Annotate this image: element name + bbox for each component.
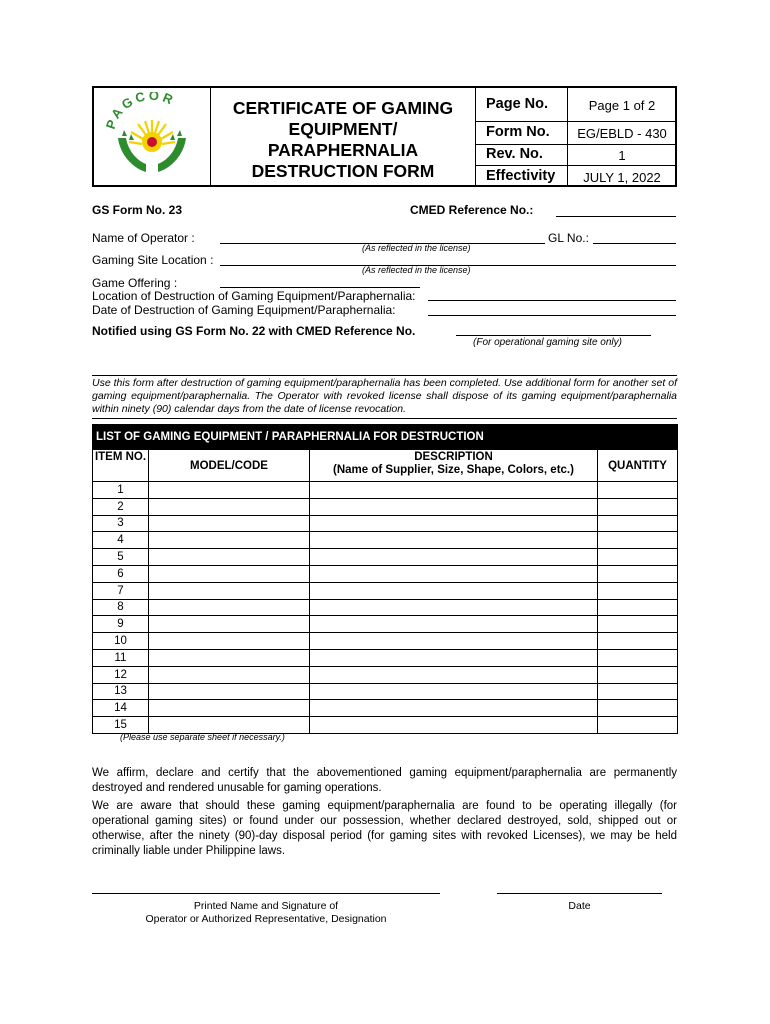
signature-line[interactable]: [92, 893, 440, 894]
page-no-label: Page No.: [486, 96, 549, 112]
table-note: (Please use separate sheet if necessary.): [120, 732, 285, 742]
effectivity-value: JULY 1, 2022: [583, 170, 661, 185]
item-number: 10: [93, 633, 149, 650]
model-code-cell[interactable]: [149, 616, 310, 633]
table-row: [93, 515, 678, 532]
model-code-cell[interactable]: [149, 717, 310, 734]
model-code-cell[interactable]: [149, 700, 310, 717]
item-number: 5: [93, 549, 149, 566]
item-number: 8: [93, 599, 149, 616]
quantity-cell[interactable]: [598, 498, 678, 515]
quantity-cell[interactable]: [598, 649, 678, 666]
model-code-cell[interactable]: [149, 482, 310, 499]
model-code-cell[interactable]: [149, 582, 310, 599]
description-cell[interactable]: [310, 616, 598, 633]
certification-paragraph-2: We are aware that should these gaming equipment/paraphernalia are found to be operating illegally (for operational gaming sites) or found under our possession, whether declared destroyed, sold, shipped out or otherwise, after the ninety (90)-day disposal period (for gaming sites with revoked Licenses), we may be held criminally liable under Philippine laws.: [92, 800, 677, 857]
table-row: [93, 717, 678, 734]
description-cell[interactable]: [310, 549, 598, 566]
gaming-site-label: Gaming Site Location :: [92, 253, 214, 267]
item-number: 6: [93, 565, 149, 582]
col-item-no: ITEM NO.: [93, 450, 149, 482]
description-cell[interactable]: [310, 599, 598, 616]
certification-paragraph-1: We affirm, declare and certify that the abovementioned gaming equipment/paraphernalia are permanently destroyed and rendered unusable for gaming operations.: [92, 767, 677, 794]
model-code-cell[interactable]: [149, 515, 310, 532]
description-cell[interactable]: [310, 717, 598, 734]
cmed-reference-field[interactable]: [556, 216, 676, 217]
form-no-label: Form No.: [486, 124, 550, 140]
quantity-cell[interactable]: [598, 700, 678, 717]
model-code-cell[interactable]: [149, 633, 310, 650]
table-row: [93, 498, 678, 515]
form-header: [92, 86, 677, 187]
item-number: 11: [93, 649, 149, 666]
quantity-cell[interactable]: [598, 599, 678, 616]
quantity-cell[interactable]: [598, 717, 678, 734]
rev-no-value: 1: [618, 148, 626, 163]
col-description-title: DESCRIPTION: [414, 451, 493, 463]
quantity-cell[interactable]: [598, 666, 678, 683]
table-row: [93, 482, 678, 499]
col-model-code: MODEL/CODE: [149, 450, 310, 482]
destruction-location-label: Location of Destruction of Gaming Equipment/Paraphernalia:: [92, 289, 416, 303]
quantity-cell[interactable]: [598, 616, 678, 633]
description-cell[interactable]: [310, 532, 598, 549]
gl-no-label: GL No.:: [548, 231, 589, 245]
notified-cmed-field[interactable]: [456, 335, 651, 336]
model-code-cell[interactable]: [149, 649, 310, 666]
game-offering-label: Game Offering :: [92, 276, 178, 290]
model-code-cell[interactable]: [149, 666, 310, 683]
quantity-cell[interactable]: [598, 633, 678, 650]
gl-no-field[interactable]: [593, 243, 676, 244]
quantity-cell[interactable]: [598, 482, 678, 499]
item-number: 14: [93, 700, 149, 717]
rev-no-label: Rev. No.: [486, 146, 543, 162]
form-no-value: EG/EBLD - 430: [577, 126, 667, 141]
divider: [92, 418, 677, 419]
table-row: [93, 582, 678, 599]
description-cell[interactable]: [310, 666, 598, 683]
table-row: [93, 599, 678, 616]
table-row: [93, 683, 678, 700]
description-cell[interactable]: [310, 700, 598, 717]
gs-form-number: GS Form No. 23: [92, 203, 183, 217]
notified-label: Notified using GS Form No. 22 with CMED Reference No.: [92, 324, 416, 338]
col-description: [310, 450, 598, 482]
quantity-cell[interactable]: [598, 532, 678, 549]
date-line[interactable]: [497, 893, 662, 894]
model-code-cell[interactable]: [149, 532, 310, 549]
model-code-cell[interactable]: [149, 549, 310, 566]
quantity-cell[interactable]: [598, 565, 678, 582]
page-no-value: Page 1 of 2: [588, 98, 656, 113]
description-cell[interactable]: [310, 565, 598, 582]
description-cell[interactable]: [310, 515, 598, 532]
model-code-cell[interactable]: [149, 565, 310, 582]
table-row: [93, 532, 678, 549]
description-cell[interactable]: [310, 649, 598, 666]
signature-caption: [92, 900, 440, 926]
equipment-table: [92, 424, 677, 734]
operator-label: Name of Operator :: [92, 231, 195, 245]
instructions: Use this form after destruction of gaming equipment/paraphernalia has been completed. Use additional form for another set of gaming equipment/paraphernalia. The Operator with revoked license shall dispose of its gaming equipment/paraphernalia within ninety (90) calendar days from the date of license revocation.: [92, 377, 677, 415]
item-number: 15: [93, 717, 149, 734]
description-cell[interactable]: [310, 582, 598, 599]
table-row: [93, 649, 678, 666]
description-cell[interactable]: [310, 633, 598, 650]
model-code-cell[interactable]: [149, 599, 310, 616]
quantity-cell[interactable]: [598, 549, 678, 566]
game-offering-field[interactable]: [220, 287, 420, 288]
destruction-date-label: Date of Destruction of Gaming Equipment/Paraphernalia:: [92, 303, 396, 317]
quantity-cell[interactable]: [598, 515, 678, 532]
table-row: [93, 616, 678, 633]
description-cell[interactable]: [310, 683, 598, 700]
table-row: [93, 666, 678, 683]
item-number: 1: [93, 482, 149, 499]
item-number: 9: [93, 616, 149, 633]
model-code-cell[interactable]: [149, 498, 310, 515]
table-caption: LIST OF GAMING EQUIPMENT / PARAPHERNALIA FOR DESTRUCTION: [93, 425, 678, 450]
svg-text:PAGCOR: PAGCOR: [102, 92, 178, 131]
description-cell[interactable]: [310, 498, 598, 515]
divider: [92, 375, 677, 376]
form-title: CERTIFICATE OF GAMING EQUIPMENT/ PARAPHERNALIA DESTRUCTION FORM: [232, 98, 454, 181]
table-row: [93, 633, 678, 650]
operational-note: (For operational gaming site only): [473, 337, 622, 348]
description-cell[interactable]: [310, 482, 598, 499]
destruction-location-field[interactable]: [428, 300, 676, 301]
effectivity-label: Effectivity: [486, 168, 556, 184]
signature-label-1: Printed Name and Signature of: [193, 900, 339, 912]
model-code-cell[interactable]: [149, 683, 310, 700]
item-number: 2: [93, 498, 149, 515]
col-quantity: QUANTITY: [598, 450, 678, 482]
date-label: Date: [568, 900, 591, 912]
item-number: 3: [93, 515, 149, 532]
table-row: [93, 700, 678, 717]
item-number: 12: [93, 666, 149, 683]
item-number: 13: [93, 683, 149, 700]
item-number: 7: [93, 582, 149, 599]
table-row: [93, 565, 678, 582]
license-note: (As reflected in the license): [362, 243, 471, 253]
pagcor-logo: [102, 92, 202, 182]
license-note-2: (As reflected in the license): [362, 265, 471, 275]
quantity-cell[interactable]: [598, 582, 678, 599]
quantity-cell[interactable]: [598, 683, 678, 700]
destruction-date-field[interactable]: [428, 315, 676, 316]
item-number: 4: [93, 532, 149, 549]
cmed-reference-label: CMED Reference No.:: [410, 203, 534, 217]
table-row: [93, 549, 678, 566]
signature-label-2: Operator or Authorized Representative, Designation: [145, 913, 387, 925]
col-description-sub: (Name of Supplier, Size, Shape, Colors, etc.): [333, 464, 574, 476]
